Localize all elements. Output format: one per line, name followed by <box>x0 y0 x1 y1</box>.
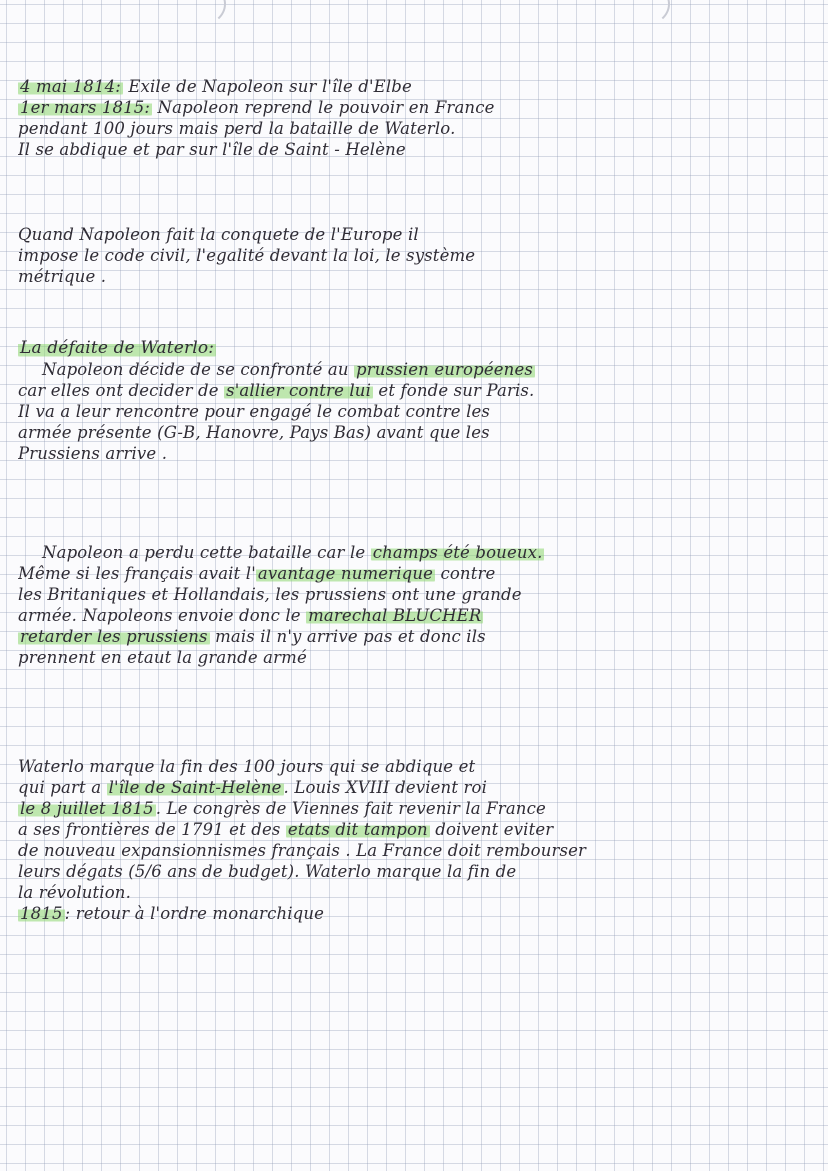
highlighted-phrase: prussien européenes <box>356 360 533 379</box>
note-line: Prussiens arrive . <box>18 444 168 463</box>
line-text: armée. Napoleons envoie donc le <box>18 606 307 625</box>
line-text: et fonde sur Paris. <box>373 381 535 400</box>
highlighted-phrase: l'île de Saint-Helène <box>108 778 282 797</box>
note-line: Waterlo marque la fin des 100 jours qui se abdique et <box>18 757 476 776</box>
line-text: mais il n'y arrive pas et donc ils <box>209 627 486 646</box>
highlighted-phrase: etats dit tampon <box>287 820 428 839</box>
line-text: a ses frontières de 1791 et des <box>18 820 286 839</box>
line-text: . Louis XVIII devient roi <box>283 778 488 797</box>
note-line <box>18 798 818 819</box>
note-line <box>18 359 818 380</box>
note-line: les Britaniques et Hollandais, les prussiens ont une grande <box>18 585 522 604</box>
binder-ring-right <box>620 0 670 26</box>
note-line: impose le code civil, l'egalité devant la loi, le système <box>18 246 476 265</box>
line-text: contre <box>435 564 496 583</box>
note-line: Il va a leur rencontre pour engagé le combat contre les <box>18 402 491 421</box>
note-line: leurs dégats (5/6 ans de budget). Waterlo marque la fin de <box>18 862 517 881</box>
line-text: Napoleon décide de se confronté au <box>42 360 355 379</box>
highlighted-phrase: marechal BLUCHER <box>308 606 482 625</box>
note-line: pendant 100 jours mais perd la bataille de Waterlo. <box>18 119 456 138</box>
paragraph-dates <box>18 76 818 160</box>
paragraph-waterloo-defeat <box>18 338 818 464</box>
line-text: . Le congrès de Viennes fait revenir la France <box>155 799 546 818</box>
paragraph-conquest <box>18 224 818 287</box>
note-line <box>18 380 818 401</box>
line-text: : retour à l'ordre monarchique <box>64 904 325 923</box>
highlighted-date: 1er mars 1815: <box>20 98 151 117</box>
highlighted-date: 4 mai 1814: <box>20 77 121 96</box>
note-line <box>18 97 818 118</box>
highlighted-phrase: avantage numerique <box>257 564 434 583</box>
line-text: Napoleon reprend le pouvoir en France <box>152 98 495 117</box>
paragraph-aftermath <box>18 756 818 924</box>
binder-ring-left <box>176 0 226 26</box>
note-line <box>18 626 818 647</box>
highlighted-date: 1815 <box>20 904 63 923</box>
note-line <box>18 76 818 97</box>
note-line <box>18 903 818 924</box>
highlighted-phrase: s'allier contre lui <box>226 381 372 400</box>
note-line: la révolution. <box>18 883 131 902</box>
note-line <box>18 605 818 626</box>
note-line: Quand Napoleon fait la conquete de l'Europe il <box>18 225 419 244</box>
note-line: armée présente (G-B, Hanovre, Pays Bas) avant que les <box>18 423 490 442</box>
highlighted-phrase: champs été boueux. <box>372 543 543 562</box>
paragraph-battle-loss <box>18 542 818 668</box>
note-line: Il se abdique et par sur l'île de Saint - Helène <box>18 140 406 159</box>
highlighted-phrase: retarder les prussiens <box>20 627 208 646</box>
highlighted-date: le 8 juillet 1815 <box>20 799 154 818</box>
line-text: qui part a <box>18 778 107 797</box>
note-line: prennent en etaut la grande armé <box>18 648 307 667</box>
note-line: métrique . <box>18 267 107 286</box>
notebook-page <box>18 76 818 1156</box>
note-line: de nouveau expansionnismes français . La France doit rembourser <box>18 841 587 860</box>
line-text: Napoleon a perdu cette bataille car le <box>42 543 371 562</box>
highlighted-heading: La défaite de Waterlo: <box>20 338 215 358</box>
line-text: Même si les français avait l' <box>18 564 256 583</box>
note-line <box>18 542 818 563</box>
line-text: doivent eviter <box>429 820 554 839</box>
line-text: car elles ont decider de <box>18 381 225 400</box>
note-line <box>18 563 818 584</box>
section-heading <box>18 338 818 359</box>
line-text: Exile de Napoleon sur l'île d'Elbe <box>122 77 412 96</box>
note-line <box>18 777 818 798</box>
note-line <box>18 819 818 840</box>
